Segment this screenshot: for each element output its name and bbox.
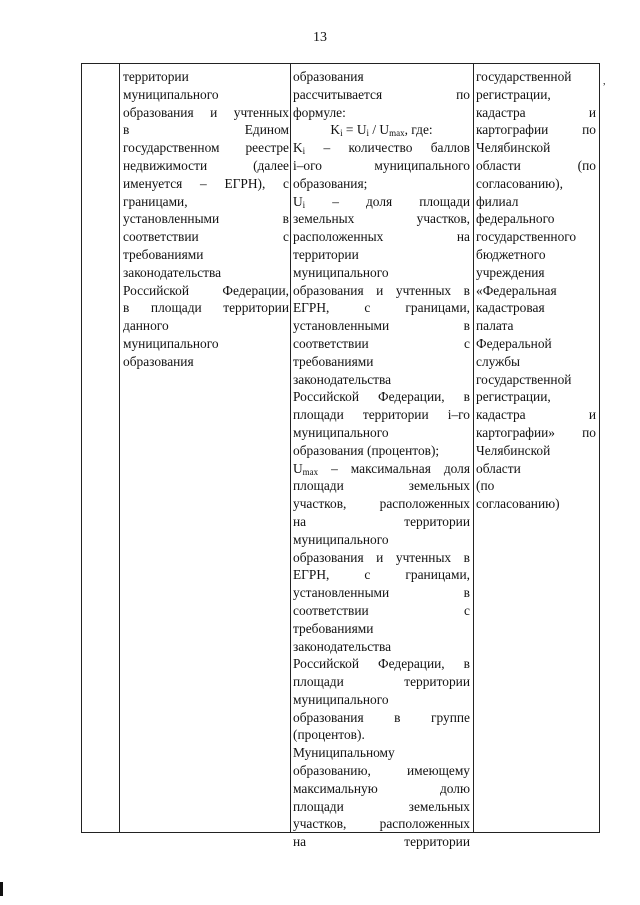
text-line: требованиями <box>293 620 374 636</box>
definition-umax: $U_{max}$ – максимальная доля <box>293 460 470 477</box>
definition-k: $K_i$ – количество баллов <box>293 140 470 157</box>
text-line: Российской Федерации, в <box>293 389 470 405</box>
text-line: Российской Федерации, в <box>293 656 470 672</box>
text-line: согласованию), <box>476 175 563 191</box>
table-cell-responsible <box>476 68 596 513</box>
text-line: муниципального <box>293 691 389 707</box>
text-line: муниципального <box>123 335 219 351</box>
margin-mark: , <box>603 76 606 87</box>
text-line: образования в группе <box>293 709 470 725</box>
text-line: законодательства <box>293 638 392 654</box>
text-line: бюджетного <box>476 246 546 262</box>
text-line: образования <box>293 69 364 84</box>
text-line: в Едином <box>123 122 289 138</box>
text-line: муниципального <box>293 531 389 547</box>
text-line: кадастра и <box>476 407 596 423</box>
text-line: ЕГРН, с границами, <box>293 567 470 583</box>
text-line: государственной <box>476 371 572 387</box>
text-line: установленными в <box>293 585 470 601</box>
text-line: на территории <box>293 513 470 529</box>
text-line: образования и учтенных <box>123 104 289 120</box>
text-line: недвижимости (далее <box>123 157 289 173</box>
text-line: муниципального <box>123 86 219 102</box>
column-divider <box>473 64 474 832</box>
definition-u: $U_i$ – доля площади <box>293 193 470 210</box>
text-line: палата <box>476 318 514 334</box>
text-line: максимальную долю <box>293 780 470 796</box>
text-line: установленными в <box>293 318 470 334</box>
text-line: образования и учтенных в <box>293 282 470 298</box>
document-table <box>81 63 600 850</box>
text-line: службы <box>476 353 521 369</box>
page-edge-mark <box>0 882 3 896</box>
text-line: (по <box>476 478 495 494</box>
text-line: кадастровая <box>476 300 545 316</box>
text-line: государственном реестре <box>123 140 289 156</box>
text-line: площади территории i–го <box>293 407 470 423</box>
text-line: муниципального <box>293 264 389 280</box>
text-line: (процентов). <box>293 727 365 743</box>
text-line: соответствии с <box>293 335 470 351</box>
column-divider <box>119 64 120 832</box>
text-line: данного <box>123 318 169 334</box>
text-line: соответствии с <box>123 229 289 245</box>
text-line: законодательства <box>293 371 392 387</box>
text-line: площади земельных <box>293 478 470 494</box>
text-line: области (по <box>476 157 596 173</box>
text-line: требованиями <box>293 353 374 369</box>
text-line: на территории <box>293 834 470 850</box>
text-line: федерального <box>476 211 555 227</box>
text-line: образования и учтенных в <box>293 549 470 565</box>
text-line: государственной <box>476 69 572 84</box>
text-line: Российской Федерации, <box>123 282 289 298</box>
text-line: земельных участков, <box>293 211 470 227</box>
text-line: расположенных на <box>293 229 470 245</box>
table-cell-formula <box>293 68 470 851</box>
text-line: Челябинской <box>476 140 551 156</box>
text-line: образования <box>123 353 194 369</box>
text-line: государственного <box>476 229 577 245</box>
text-line: площади земельных <box>293 798 470 814</box>
text-line: соответствии с <box>293 602 470 618</box>
text-line: участков, расположенных <box>293 816 470 832</box>
table-cell-description <box>123 68 289 371</box>
text-line: согласованию) <box>476 496 560 512</box>
text-line: области <box>476 460 521 476</box>
text-line: площади территории <box>293 674 470 690</box>
text-line: формуле: <box>293 104 346 120</box>
column-divider <box>290 64 291 832</box>
text-line: образования (процентов); <box>293 442 440 458</box>
text-line: именуется – ЕГРН), с <box>123 175 289 191</box>
text-line: образования; <box>293 175 368 191</box>
text-line: филиал <box>476 193 519 209</box>
text-line: картографии» по <box>476 424 596 440</box>
text-line: i–ого муниципального <box>293 157 470 173</box>
text-line: Федеральной <box>476 335 552 351</box>
text-line: кадастра и <box>476 104 596 120</box>
text-line: регистрации, <box>476 86 551 102</box>
text-line: законодательства <box>123 264 222 280</box>
text-line: в площади территории <box>123 300 289 316</box>
text-line: границами, <box>123 193 188 209</box>
text-line: территории <box>293 246 359 262</box>
text-line: учреждения <box>476 264 545 280</box>
text-line: ЕГРН, с границами, <box>293 300 470 316</box>
text-line: рассчитывается по <box>293 86 470 102</box>
text-line: Муниципальному <box>293 745 395 761</box>
text-line: требованиями <box>123 246 204 262</box>
formula: $K_i = U_i / U_{max}$, где: <box>330 122 433 139</box>
text-line: муниципального <box>293 424 389 440</box>
text-line: установленными в <box>123 211 289 227</box>
page-number: 13 <box>313 30 327 45</box>
text-line: образованию, имеющему <box>293 763 470 779</box>
text-line: участков, расположенных <box>293 496 470 512</box>
text-line: территории <box>123 69 189 84</box>
text-line: картографии по <box>476 122 596 138</box>
text-line: Челябинской <box>476 442 551 458</box>
text-line: «Федеральная <box>476 282 557 298</box>
text-line: регистрации, <box>476 389 551 405</box>
